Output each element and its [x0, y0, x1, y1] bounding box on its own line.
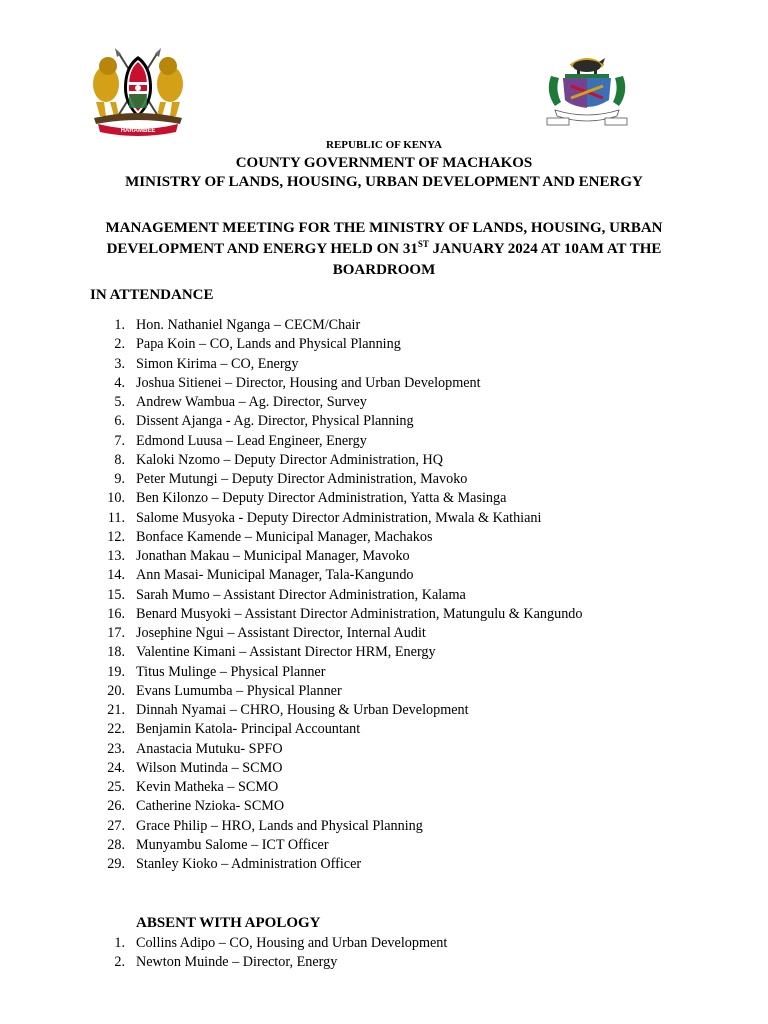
item-text: Jonathan Makau – Municipal Manager, Mavoko [136, 548, 410, 564]
item-number: 21. [107, 702, 125, 718]
item-number: 13. [107, 548, 125, 564]
item-number: 2. [114, 954, 125, 971]
item-number: 22. [107, 721, 125, 738]
item-number: 5. [114, 394, 125, 410]
item-text: Collins Adipo – CO, Housing and Urban Development [136, 935, 448, 951]
list-item [0, 528, 582, 547]
item-text: Newton Muinde – Director, Energy [136, 954, 338, 971]
machakos-county-seal-icon [541, 48, 633, 128]
item-number: 9. [114, 471, 125, 487]
list-item [0, 355, 582, 374]
item-text: Catherine Nzioka- SCMO [136, 798, 285, 815]
item-text: Titus Mulinge – Physical Planner [136, 663, 326, 680]
item-text: Benard Musyoki – Assistant Director Administration, Matungulu & Kangundo [136, 605, 583, 622]
item-number: 28. [107, 836, 125, 853]
item-text: Salome Musyoka - Deputy Director Administration, Mwala & Kathiani [136, 509, 542, 526]
list-item [0, 432, 582, 451]
item-text: Bonface Kamende – Municipal Manager, Machakos [136, 528, 433, 545]
item-text: Evans Lumumba – Physical Planner [136, 682, 342, 699]
item-number: 2. [114, 336, 125, 353]
item-text: Stanley Kioko – Administration Officer [136, 856, 362, 872]
meeting-title [80, 218, 688, 281]
item-number: 11. [107, 509, 125, 526]
item-text: Peter Mutungi – Deputy Director Administration, Mavoko [136, 471, 468, 487]
item-number: 24. [107, 759, 125, 776]
item-number: 1. [114, 317, 125, 333]
item-text: Anastacia Mutuku- SPFO [136, 740, 283, 757]
kenya-motto: HARAMBEE [120, 128, 156, 134]
list-item [0, 663, 582, 682]
list-item [0, 855, 582, 874]
list-item [0, 720, 582, 739]
item-text: Hon. Nathaniel Nganga – CECM/Chair [136, 317, 361, 333]
meeting-title-ordinal: ST [417, 239, 429, 249]
list-item [0, 489, 582, 508]
item-text: Grace Philip – HRO, Lands and Physical Planning [136, 817, 423, 834]
list-item [0, 509, 582, 528]
list-item [0, 682, 582, 701]
list-item [0, 701, 582, 720]
list-item [0, 778, 582, 797]
list-item [0, 412, 582, 431]
item-number: 23. [107, 740, 125, 757]
list-item [0, 740, 582, 759]
item-number: 26. [107, 798, 125, 815]
item-text: Simon Kirima – CO, Energy [136, 355, 299, 372]
item-text: Kevin Matheka – SCMO [136, 779, 279, 795]
item-text: Ben Kilonzo – Deputy Director Administration, Yatta & Masinga [136, 490, 507, 507]
item-text: Edmond Luusa – Lead Engineer, Energy [136, 432, 367, 449]
list-item [0, 643, 582, 662]
meeting-title-part1: MANAGEMENT MEETING FOR THE MINISTRY OF LANDS, HOUSING, URBAN DEVELOPMENT AND ENERGY HELD ON 31 [105, 220, 663, 257]
kenya-coat-of-arms-icon [88, 44, 188, 136]
ministry-heading: MINISTRY OF LANDS, HOUSING, URBAN DEVELOPMENT AND ENERGY [125, 174, 643, 190]
item-number: 3. [114, 355, 125, 372]
item-number: 19. [107, 663, 125, 680]
list-item [0, 470, 582, 489]
attendance-list [0, 316, 582, 874]
item-number: 16. [107, 605, 125, 622]
item-text: Andrew Wambua – Ag. Director, Survey [136, 394, 367, 410]
item-text: Dissent Ajanga - Ag. Director, Physical Planning [136, 413, 414, 430]
item-text: Benjamin Katola- Principal Accountant [136, 721, 361, 738]
item-text: Kaloki Nzomo – Deputy Director Administration, HQ [136, 451, 443, 468]
list-item [0, 547, 582, 566]
item-number: 14. [107, 567, 125, 584]
item-number: 1. [114, 935, 125, 951]
item-number: 25. [107, 779, 125, 795]
item-text: Sarah Mumo – Assistant Director Administration, Kalama [136, 586, 466, 603]
list-item [0, 566, 582, 585]
item-text: Valentine Kimani – Assistant Director HRM, Energy [136, 644, 436, 661]
list-item [0, 374, 582, 393]
item-number: 18. [107, 644, 125, 661]
list-item [0, 836, 582, 855]
item-text: Joshua Sitienei – Director, Housing and Urban Development [136, 374, 481, 391]
item-number: 4. [114, 374, 125, 391]
item-number: 6. [114, 413, 125, 430]
list-item [0, 759, 582, 778]
item-text: Wilson Mutinda – SCMO [136, 759, 283, 776]
item-number: 12. [107, 528, 125, 545]
item-number: 10. [107, 490, 125, 507]
republic-heading: REPUBLIC OF KENYA [326, 139, 442, 151]
item-text: Ann Masai- Municipal Manager, Tala-Kangundo [136, 567, 414, 584]
meeting-title-part2: JANUARY 2024 AT 10AM AT THE BOARDROOM [332, 241, 662, 278]
item-text: Munyambu Salome – ICT Officer [136, 836, 329, 853]
item-number: 27. [107, 817, 125, 834]
item-number: 29. [107, 856, 125, 872]
absent-list [0, 934, 447, 973]
list-item [0, 797, 582, 816]
item-number: 20. [107, 682, 125, 699]
list-item [0, 934, 447, 953]
list-item [0, 953, 447, 972]
list-item [0, 393, 582, 412]
item-number: 15. [107, 586, 125, 603]
attendance-heading: IN ATTENDANCE [90, 287, 214, 303]
list-item [0, 586, 582, 605]
item-text: Dinnah Nyamai – CHRO, Housing & Urban Development [136, 702, 469, 718]
list-item [0, 335, 582, 354]
list-item [0, 817, 582, 836]
list-item [0, 451, 582, 470]
absent-heading: ABSENT WITH APOLOGY [136, 915, 321, 931]
county-heading: COUNTY GOVERNMENT OF MACHAKOS [235, 155, 533, 171]
item-text: Papa Koin – CO, Lands and Physical Planning [136, 336, 401, 353]
item-number: 8. [114, 451, 125, 468]
list-item [0, 605, 582, 624]
list-item [0, 624, 582, 643]
item-number: 17. [107, 625, 125, 641]
item-text: Josephine Ngui – Assistant Director, Internal Audit [136, 625, 426, 641]
item-number: 7. [114, 432, 125, 449]
list-item [0, 316, 582, 335]
